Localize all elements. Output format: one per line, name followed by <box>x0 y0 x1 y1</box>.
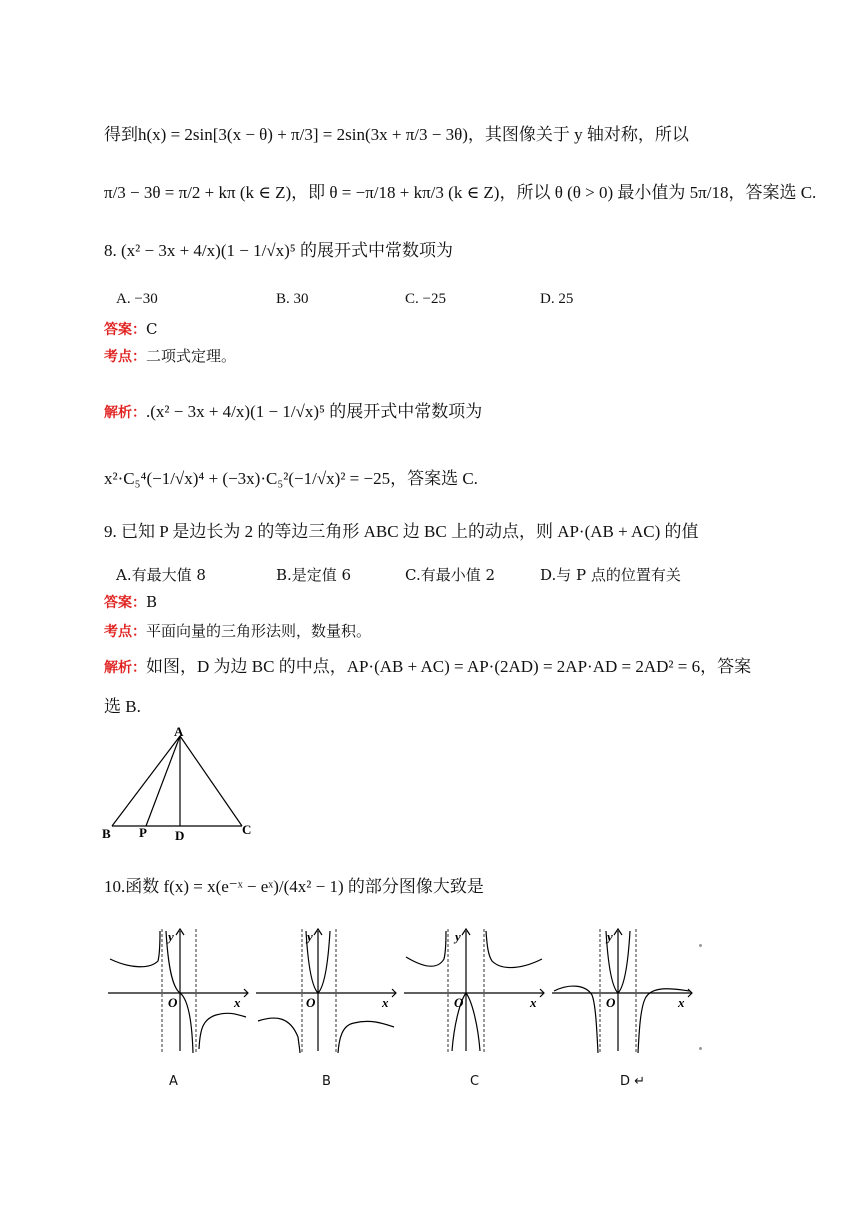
graph-d-label: D ↵ <box>620 1074 646 1089</box>
q9-topic: 平面向量的三角形法则，数量积。 <box>146 622 372 640</box>
q9-topic-label: 考点： <box>104 624 146 640</box>
q8-topic: 二项式定理。 <box>146 347 237 365</box>
graph-b-label: B <box>322 1074 331 1089</box>
label-d: D <box>175 828 185 843</box>
q8-analysis-label: 解析： <box>104 405 146 421</box>
q10-stem: 10.函数 f(x) = x(e⁻ˣ − eˣ)/(4x² − 1) 的部分图像大致是 <box>104 877 484 896</box>
graph-c-y-label: y <box>455 929 461 944</box>
q9-option-d: D.与 P 点的位置有关 <box>540 566 681 584</box>
graph-c-origin: O <box>454 995 464 1010</box>
marker-dot-bottom <box>699 1047 702 1050</box>
q8-answer-label: 答案： <box>104 322 146 338</box>
q9-topic-row <box>104 620 371 643</box>
graph-d-x-label: x <box>678 995 685 1010</box>
graph-d <box>550 925 696 1055</box>
q8-option-b: B. 30 <box>276 291 309 307</box>
marker-dot-top <box>699 944 702 947</box>
triangle-figure <box>96 724 266 844</box>
q8-option-c: C. −25 <box>405 291 446 307</box>
graph-b <box>254 925 400 1055</box>
graph-a-x-label: x <box>234 995 241 1010</box>
q9-analysis-label: 解析： <box>104 660 146 676</box>
q9-stem: 9. 已知 P 是边长为 2 的等边三角形 ABC 边 BC 上的动点，则 AP·(AB + AC) 的值 <box>104 522 699 541</box>
q8-topic-label: 考点： <box>104 349 146 365</box>
q8-topic-row <box>104 345 236 368</box>
graph-c-x-label: x <box>530 995 537 1010</box>
q8-analysis-1: .(x² − 3x + 4/x)(1 − 1/√x)⁵ 的展开式中常数项为 <box>146 402 483 421</box>
q9-analysis-row1 <box>104 656 751 679</box>
q8-analysis-row1 <box>104 401 482 424</box>
q9-option-b: B.是定值 6 <box>276 566 352 584</box>
q9-analysis-2: 选 B. <box>104 697 141 716</box>
q8-option-d: D. 25 <box>540 291 574 307</box>
graph-d-origin: O <box>606 995 616 1010</box>
graph-a-origin: O <box>168 995 178 1010</box>
q8-analysis-2: x²·C₅⁴(−1/√x)⁴ + (−3x)·C₅²(−1/√x)² = −25，答案选 C. <box>104 469 478 488</box>
graph-c <box>402 925 548 1055</box>
q9-answer: B <box>146 593 158 611</box>
q8-answer: C <box>146 320 158 338</box>
graph-a-y-label: y <box>168 929 174 944</box>
label-a: A <box>174 724 184 739</box>
graph-b-origin: O <box>306 995 316 1010</box>
graph-a-label: A <box>169 1074 178 1089</box>
q9-option-a: A.有最大值 8 <box>116 566 206 584</box>
graph-b-y-label: y <box>307 929 313 944</box>
graph-c-label: C <box>470 1074 480 1089</box>
q9-answer-label: 答案： <box>104 595 146 611</box>
label-b: B <box>102 826 111 841</box>
q8-answer-row <box>104 318 157 341</box>
q7-solution-line1: 得到h(x) = 2sin[3(x − θ) + π/3] = 2sin(3x + π/3 − 3θ)，其图像关于 y 轴对称，所以 <box>104 125 689 144</box>
q7-solution-line2: π/3 − 3θ = π/2 + kπ (k ∈ Z)，即 θ = −π/18 + kπ/3 (k ∈ Z)，所以 θ (θ > 0) 最小值为 5π/18，答案选 C. <box>104 183 817 202</box>
graph-d-y-label: y <box>607 929 613 944</box>
q9-analysis-1: 如图，D 为边 BC 的中点，AP·(AB + AC) = AP·(2AD) = 2AP·AD = 2AD² = 6，答案 <box>146 657 752 676</box>
label-p: P <box>139 825 147 840</box>
label-c: C <box>242 822 252 837</box>
graph-a <box>106 925 252 1055</box>
q9-option-c: C.有最小值 2 <box>405 566 496 584</box>
q9-answer-row <box>104 591 157 614</box>
graph-b-x-label: x <box>382 995 389 1010</box>
q8-option-a: A. −30 <box>116 291 158 307</box>
q8-stem: 8. (x² − 3x + 4/x)(1 − 1/√x)⁵ 的展开式中常数项为 <box>104 241 453 260</box>
